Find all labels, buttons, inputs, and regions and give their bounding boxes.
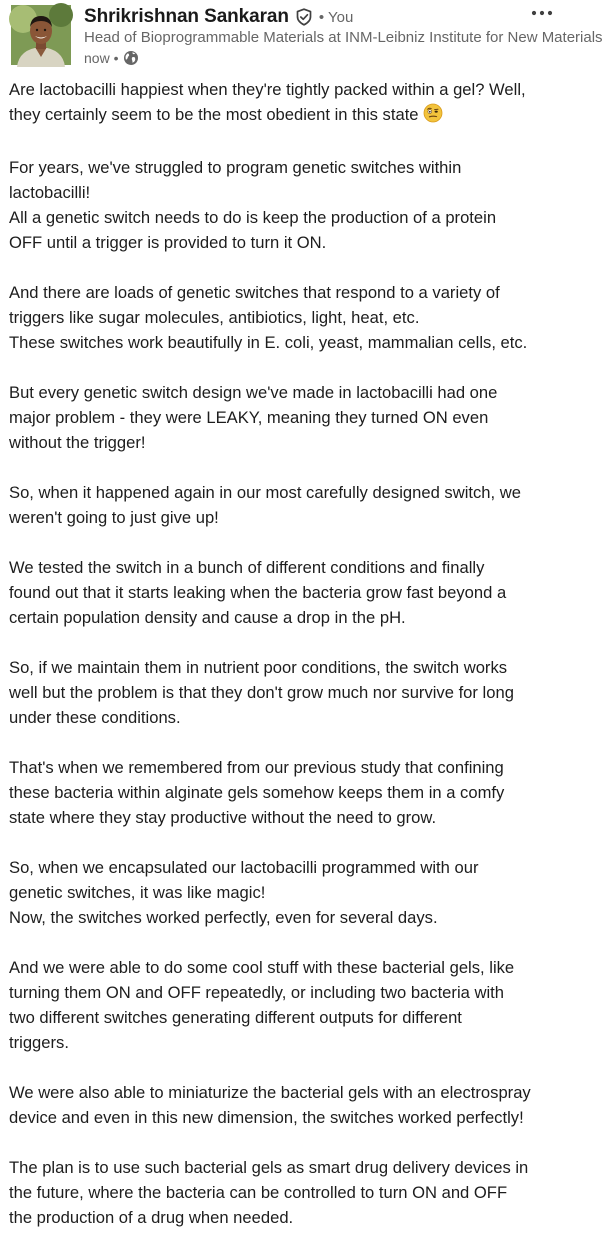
post-text-line: major problem - they were LEAKY, meaning they turned ON even [9, 408, 489, 427]
post-text-line: We tested the switch in a bunch of different conditions and finally [9, 558, 485, 577]
author-row [84, 4, 353, 30]
post-paragraph [9, 555, 561, 630]
post-paragraph [9, 1080, 561, 1130]
avatar[interactable] [11, 5, 71, 65]
post-text-line: lactobacilli! [9, 183, 91, 202]
post-meta [84, 48, 139, 68]
post-paragraph [9, 77, 561, 130]
post-text-line: the production of a drug when needed. [9, 1208, 294, 1227]
post-text-line: certain population density and cause a drop in the pH. [9, 608, 406, 627]
post-text-line: And we were able to do some cool stuff with these bacterial gels, like [9, 958, 515, 977]
post-text-line: state where they stay productive without the need to grow. [9, 808, 437, 827]
post-text-line: under these conditions. [9, 708, 181, 727]
more-horizontal-icon [531, 10, 553, 16]
post-text-line: These switches work beautifully in E. coli, yeast, mammalian cells, etc. [9, 333, 528, 352]
post-body [9, 77, 561, 1255]
post-text-line: That's when we remembered from our previous study that confining [9, 758, 504, 777]
post-text-line: without the trigger! [9, 433, 146, 452]
post-paragraph [9, 1155, 561, 1230]
post-text-line: OFF until a trigger is provided to turn it ON. [9, 233, 327, 252]
post-text-line: Now, the switches worked perfectly, even for several days. [9, 908, 438, 927]
avatar-image [11, 5, 71, 65]
post-paragraph [9, 855, 561, 930]
post-text-line: And there are loads of genetic switches that respond to a variety of [9, 283, 500, 302]
connection-degree: • You [318, 8, 354, 26]
post-text-line: two different switches generating different outputs for different [9, 1008, 462, 1027]
post-text-line: But every genetic switch design we've made in lactobacilli had one [9, 383, 498, 402]
post-text-line: weren't going to just give up! [9, 508, 219, 527]
post-text-line: these bacteria within alginate gels somehow keeps them in a comfy [9, 783, 505, 802]
post-text-line: We were also able to miniaturize the bacterial gels with an electrospray [9, 1083, 531, 1102]
post-text-line: well but the problem is that they don't grow much nor survive for long [9, 683, 514, 702]
globe-icon [123, 50, 139, 66]
post-paragraph [9, 480, 561, 530]
post-text-line: The plan is to use such bacterial gels as smart drug delivery devices in [9, 1158, 529, 1177]
post-text-line: turning them ON and OFF repeatedly, or including two bacteria with [9, 983, 504, 1002]
post-text-line: So, when we encapsulated our lactobacilli programmed with our [9, 858, 479, 877]
post-time: now • [84, 50, 119, 66]
post-paragraph [9, 280, 561, 355]
post-text-line: Are lactobacilli happiest when they're tightly packed within a gel? Well, [9, 80, 526, 99]
post-text-line: For years, we've struggled to program genetic switches within [9, 158, 462, 177]
post-header [0, 0, 603, 74]
post-text-line: the future, where the bacteria can be controlled to turn ON and OFF [9, 1183, 508, 1202]
post-text-line: triggers like sugar molecules, antibiotics, light, heat, etc. [9, 308, 420, 327]
face-with-raised-eyebrow-icon [423, 103, 443, 130]
post-paragraph [9, 380, 561, 455]
more-options-button[interactable] [526, 4, 558, 22]
post-text-line: So, if we maintain them in nutrient poor conditions, the switch works [9, 658, 508, 677]
post-paragraph [9, 755, 561, 830]
post-text-line: they certainly seem to be the most obedient in this state [9, 102, 561, 130]
post-text-line: found out that it starts leaking when the bacteria grow fast beyond a [9, 583, 507, 602]
post-paragraph [9, 155, 561, 255]
post-text-line: triggers. [9, 1033, 69, 1052]
shield-check-icon[interactable] [295, 8, 313, 26]
post-text-line: genetic switches, it was like magic! [9, 883, 266, 902]
post-paragraph [9, 655, 561, 730]
post-text-line: So, when it happened again in our most carefully designed switch, we [9, 483, 521, 502]
author-headline: Head of Bioprogrammable Materials at INM-Leibniz Institute for New Materials [84, 29, 603, 46]
post-text-line: device and even in this new dimension, the switches worked perfectly! [9, 1108, 524, 1127]
author-name[interactable]: Shrikrishnan Sankaran [84, 6, 289, 27]
post-text-line: All a genetic switch needs to do is keep the production of a protein [9, 208, 497, 227]
post-paragraph [9, 955, 561, 1055]
